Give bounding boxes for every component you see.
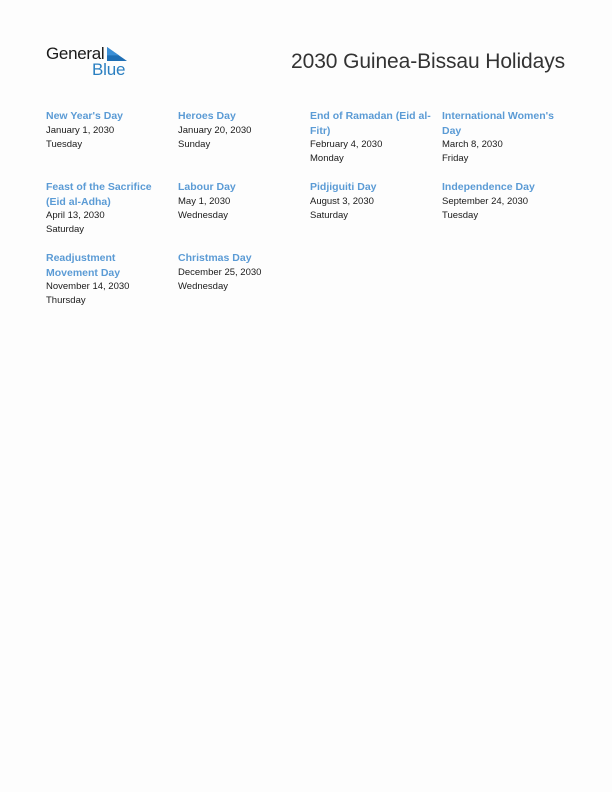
holiday-date: September 24, 2030: [442, 195, 529, 207]
holiday-name: Independence Day: [442, 181, 535, 193]
holiday-item: [442, 109, 574, 166]
holiday-item: [178, 251, 310, 308]
holiday-name: Christmas Day: [178, 252, 252, 264]
holiday-date: April 13, 2030: [46, 210, 105, 221]
holiday-name: International Women's Day: [442, 110, 554, 137]
holiday-item: [310, 109, 442, 166]
holiday-row: [46, 180, 576, 237]
holiday-weekday: Tuesday: [46, 138, 83, 150]
holiday-row: [46, 251, 576, 308]
holiday-row: [46, 109, 576, 166]
holiday-weekday: Friday: [442, 153, 469, 164]
holiday-item: [46, 251, 178, 308]
holiday-name: New Year's Day: [46, 110, 124, 122]
holiday-name: Heroes Day: [178, 110, 236, 122]
holiday-weekday: Tuesday: [442, 209, 479, 221]
holiday-grid: [46, 109, 576, 322]
holiday-item: [46, 180, 178, 237]
holiday-name: End of Ramadan (Eid al-Fitr): [310, 110, 431, 137]
holiday-date: August 3, 2030: [310, 195, 374, 207]
holiday-weekday: Monday: [310, 153, 344, 164]
holiday-weekday: Thursday: [46, 295, 86, 306]
holiday-item: [46, 109, 178, 166]
page-title: 2030 Guinea-Bissau Holidays: [291, 50, 565, 73]
holiday-date: May 1, 2030: [178, 195, 231, 207]
holiday-date: December 25, 2030: [178, 266, 262, 278]
holiday-name: Feast of the Sacrifice (Eid al-Adha): [46, 181, 152, 208]
logo-text-blue: Blue: [92, 60, 126, 79]
holiday-item: [178, 180, 310, 237]
holiday-name: Readjustment Movement Day: [46, 252, 121, 279]
holiday-name: Labour Day: [178, 181, 236, 193]
holiday-name: Pidjiguiti Day: [310, 181, 377, 193]
holiday-item: [178, 109, 310, 166]
holiday-item: [310, 180, 442, 237]
holiday-date: March 8, 2030: [442, 139, 503, 150]
holiday-date: November 14, 2030: [46, 281, 130, 292]
holiday-weekday: Sunday: [178, 138, 211, 150]
generalblue-logo: [46, 44, 136, 80]
holiday-weekday: Wednesday: [178, 280, 228, 292]
holiday-date: January 20, 2030: [178, 124, 252, 136]
holiday-date: January 1, 2030: [46, 124, 115, 136]
holiday-date: February 4, 2030: [310, 139, 383, 150]
holiday-item: [442, 180, 574, 237]
holiday-weekday: Saturday: [310, 209, 349, 221]
logo-text-general: General: [46, 44, 105, 63]
holiday-weekday: Saturday: [46, 224, 85, 235]
holiday-weekday: Wednesday: [178, 209, 228, 221]
